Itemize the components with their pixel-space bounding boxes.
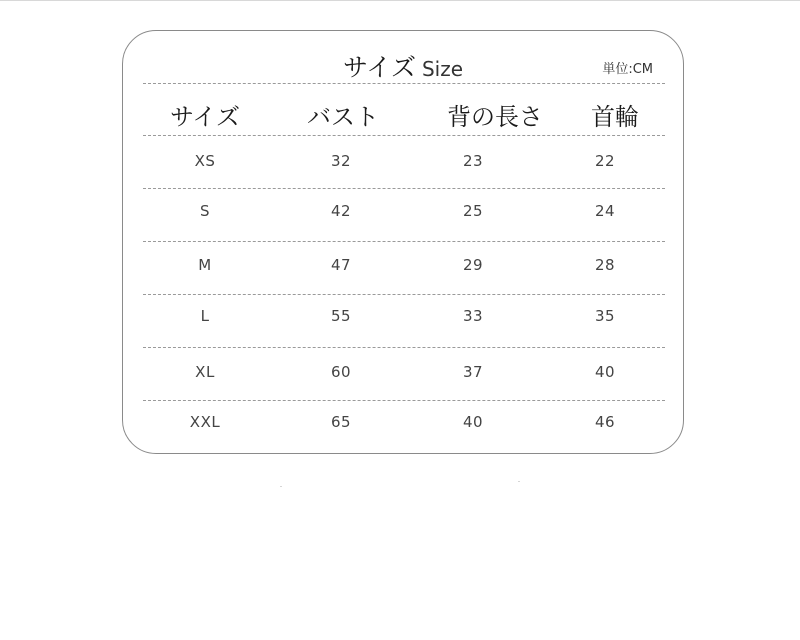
divider — [143, 135, 665, 136]
cell-back-length: 25 — [462, 202, 484, 220]
divider — [143, 400, 665, 401]
cell-size: M — [198, 256, 212, 274]
cell-back-length: 37 — [462, 363, 484, 381]
size-chart-card — [122, 30, 684, 454]
cell-bust: 42 — [330, 202, 352, 220]
divider — [143, 83, 665, 84]
cell-neck: 24 — [594, 202, 616, 220]
cell-neck: 35 — [594, 307, 616, 325]
header-bust: バスト — [307, 103, 379, 131]
cell-neck: 40 — [594, 363, 616, 381]
cell-bust: 55 — [330, 307, 352, 325]
cell-bust: 32 — [330, 152, 352, 170]
cell-back-length: 33 — [462, 307, 484, 325]
chart-title — [123, 48, 683, 84]
divider — [143, 294, 665, 295]
chart-title-jp: サイズ — [342, 53, 416, 82]
divider — [143, 241, 665, 242]
unit-label: 単位:CM — [602, 62, 653, 77]
cell-bust: 65 — [330, 413, 352, 431]
cell-neck: 28 — [594, 256, 616, 274]
divider — [143, 347, 665, 348]
cell-size: XL — [195, 363, 215, 381]
divider — [143, 188, 665, 189]
cell-neck: 46 — [594, 413, 616, 431]
speck — [280, 486, 282, 487]
cell-size: XS — [194, 152, 216, 170]
cell-bust: 60 — [330, 363, 352, 381]
header-back-length: 背の長さ — [447, 103, 543, 131]
cell-back-length: 40 — [462, 413, 484, 431]
cell-size: S — [199, 202, 211, 220]
speck — [518, 481, 520, 482]
cell-back-length: 29 — [462, 256, 484, 274]
cell-bust: 47 — [330, 256, 352, 274]
cell-back-length: 23 — [462, 152, 484, 170]
header-size: サイズ — [169, 103, 241, 131]
cell-size: XXL — [189, 413, 221, 431]
header-neck: 首輪 — [591, 103, 639, 131]
top-rule — [0, 0, 800, 1]
cell-neck: 22 — [594, 152, 616, 170]
cell-size: L — [200, 307, 210, 325]
chart-title-en: Size — [421, 57, 464, 81]
